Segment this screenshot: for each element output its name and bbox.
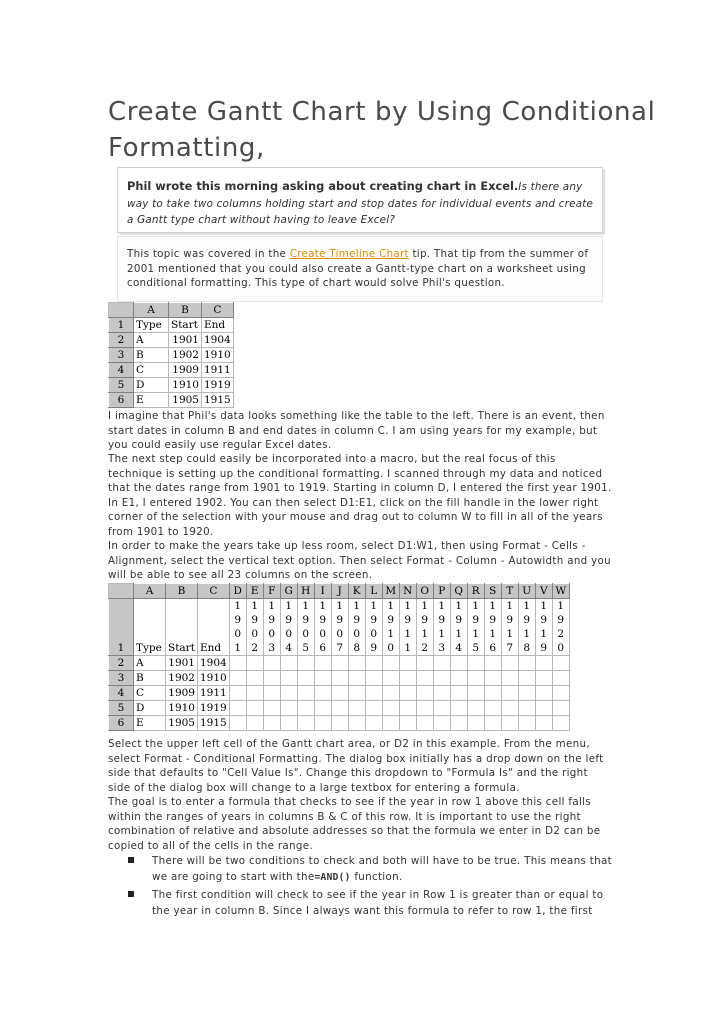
table-cell: 1910: [202, 348, 234, 363]
table-cell: 1909: [169, 363, 202, 378]
empty-gantt-cell: [297, 701, 314, 716]
column-header: E: [246, 584, 263, 599]
table-cell: E: [134, 393, 169, 408]
empty-gantt-cell: [433, 686, 450, 701]
column-header: F: [263, 584, 280, 599]
table-row: [109, 701, 570, 716]
empty-gantt-cell: [365, 656, 382, 671]
table-row: [109, 333, 234, 348]
empty-gantt-cell: [535, 716, 552, 731]
empty-gantt-cell: [229, 686, 246, 701]
empty-gantt-cell: [297, 686, 314, 701]
empty-gantt-cell: [246, 716, 263, 731]
empty-gantt-cell: [246, 656, 263, 671]
empty-gantt-cell: [348, 656, 365, 671]
vertical-year-text: 1 9 0 5: [302, 600, 310, 654]
vertical-year-text: 1 9 1 3: [438, 600, 446, 654]
empty-gantt-cell: [331, 671, 348, 686]
empty-gantt-cell: [433, 656, 450, 671]
row-header: 5: [109, 378, 134, 393]
empty-gantt-cell: [484, 656, 501, 671]
table-cell: D: [134, 378, 169, 393]
empty-gantt-cell: [382, 656, 399, 671]
vertical-year-text: 1 9 1 8: [523, 600, 531, 654]
empty-gantt-cell: [467, 671, 484, 686]
vertical-year-cell: [399, 599, 416, 656]
table-cell: 1915: [202, 393, 234, 408]
empty-gantt-cell: [467, 656, 484, 671]
empty-gantt-cell: [535, 686, 552, 701]
empty-gantt-cell: [280, 686, 297, 701]
paragraph-data-description: I imagine that Phil's data looks something like the table to the left. There is an event, then start dates in column B and end dates in column C. I am using years for my example, but you could easily use regular Excel dates.: [108, 410, 605, 451]
table-cell: 1910: [169, 378, 202, 393]
year-header-row: [109, 599, 570, 656]
empty-gantt-cell: [416, 701, 433, 716]
table-cell: 1902: [169, 348, 202, 363]
empty-gantt-cell: [246, 671, 263, 686]
column-header: B: [166, 584, 198, 599]
column-header: R: [467, 584, 484, 599]
vertical-year-cell: [314, 599, 331, 656]
vertical-year-cell: [365, 599, 382, 656]
empty-gantt-cell: [484, 671, 501, 686]
table-row: [109, 686, 570, 701]
column-header-row: [109, 303, 234, 318]
empty-gantt-cell: [229, 701, 246, 716]
empty-gantt-cell: [416, 671, 433, 686]
empty-gantt-cell: [263, 656, 280, 671]
empty-gantt-cell: [450, 671, 467, 686]
table-cell: 1902: [166, 671, 198, 686]
empty-gantt-cell: [331, 716, 348, 731]
vertical-year-cell: [382, 599, 399, 656]
table-cell: E: [134, 716, 166, 731]
column-header: K: [348, 584, 365, 599]
vertical-year-text: 1 9 0 3: [268, 600, 276, 654]
column-header: C: [202, 303, 234, 318]
empty-gantt-cell: [280, 701, 297, 716]
square-bullet-icon: [128, 891, 134, 897]
column-header: A: [134, 303, 169, 318]
empty-gantt-cell: [484, 686, 501, 701]
empty-gantt-cell: [450, 656, 467, 671]
column-header: M: [382, 584, 399, 599]
empty-gantt-cell: [263, 671, 280, 686]
empty-gantt-cell: [518, 716, 535, 731]
paragraph-conditional-formatting: Select the upper left cell of the Gantt chart area, or D2 in this example. From the menu, select Format - Conditional Formatting. The dialog box initially has a drop down on the left side that defaults to "Cell Value Is". Change this dropdown to "Formula Is" and the right side of the dialog box will change to a large textbox for entering a formula.: [108, 738, 604, 794]
column-header: G: [280, 584, 297, 599]
vertical-year-cell: [416, 599, 433, 656]
empty-gantt-cell: [399, 716, 416, 731]
empty-gantt-cell: [263, 701, 280, 716]
table-cell: B: [134, 348, 169, 363]
empty-gantt-cell: [450, 716, 467, 731]
empty-gantt-cell: [314, 671, 331, 686]
table-cell: 1915: [198, 716, 230, 731]
question-text: [127, 178, 597, 229]
empty-gantt-cell: [399, 656, 416, 671]
empty-gantt-cell: [382, 716, 399, 731]
column-header: P: [433, 584, 450, 599]
empty-gantt-cell: [280, 671, 297, 686]
empty-gantt-cell: [467, 716, 484, 731]
table-cell: 1901: [166, 656, 198, 671]
empty-gantt-cell: [314, 701, 331, 716]
row-header: 6: [109, 716, 134, 731]
table-cell: C: [134, 363, 169, 378]
empty-gantt-cell: [365, 671, 382, 686]
bullet-text-after: function.: [350, 871, 403, 883]
empty-gantt-cell: [348, 716, 365, 731]
vertical-year-text: 1 9 1 6: [489, 600, 497, 654]
table-cell: Type: [134, 599, 166, 656]
column-header: O: [416, 584, 433, 599]
vertical-year-text: 1 9 1 1: [404, 600, 412, 654]
empty-gantt-cell: [433, 671, 450, 686]
create-timeline-chart-link[interactable]: Create Timeline Chart: [289, 248, 409, 260]
row-header: 3: [109, 348, 134, 363]
list-item: [108, 887, 613, 919]
table-cell: 1910: [166, 701, 198, 716]
table-cell: 1904: [198, 656, 230, 671]
table-cell: C: [134, 686, 166, 701]
vertical-year-cell: [467, 599, 484, 656]
table-cell: 1919: [198, 701, 230, 716]
vertical-year-text: 1 9 1 4: [455, 600, 463, 654]
table-row: [109, 363, 234, 378]
vertical-year-text: 1 9 1 7: [506, 600, 514, 654]
vertical-year-text: 1 9 2 0: [557, 600, 565, 654]
list-item: [108, 853, 613, 886]
table-cell: Type: [134, 318, 169, 333]
vertical-year-cell: [518, 599, 535, 656]
square-bullet-icon: [128, 857, 134, 863]
vertical-year-cell: [348, 599, 365, 656]
empty-gantt-cell: [552, 656, 569, 671]
empty-gantt-cell: [518, 701, 535, 716]
answer-after-link: tip. That tip from the summer of 2001 mentioned that you could also create a Gantt-type chart on a worksheet using conditional formatting. This type of chart would solve Phil's question.: [127, 248, 589, 290]
empty-gantt-cell: [314, 716, 331, 731]
column-header: I: [314, 584, 331, 599]
vertical-year-cell: [535, 599, 552, 656]
column-header: S: [484, 584, 501, 599]
vertical-year-cell: [501, 599, 518, 656]
empty-gantt-cell: [399, 701, 416, 716]
table-cell: Start: [169, 318, 202, 333]
table-cell: Start: [166, 599, 198, 656]
vertical-year-text: 1 9 0 2: [251, 600, 259, 654]
vertical-year-text: 1 9 0 6: [319, 600, 327, 654]
empty-gantt-cell: [484, 701, 501, 716]
empty-gantt-cell: [518, 671, 535, 686]
vertical-year-cell: [280, 599, 297, 656]
empty-gantt-cell: [433, 701, 450, 716]
vertical-year-text: 1 9 0 8: [353, 600, 361, 654]
row-header: 6: [109, 393, 134, 408]
empty-gantt-cell: [246, 701, 263, 716]
empty-gantt-cell: [229, 656, 246, 671]
vertical-year-text: 1 9 1 0: [387, 600, 395, 654]
column-header: D: [229, 584, 246, 599]
question-box: [117, 167, 603, 233]
column-header: H: [297, 584, 314, 599]
empty-gantt-cell: [416, 716, 433, 731]
empty-gantt-cell: [501, 716, 518, 731]
vertical-year-cell: [552, 599, 569, 656]
empty-gantt-cell: [535, 671, 552, 686]
table-row: [109, 671, 570, 686]
table-cell: 1911: [202, 363, 234, 378]
column-header: V: [535, 584, 552, 599]
column-header: U: [518, 584, 535, 599]
vertical-year-text: 1 9 1 2: [421, 600, 429, 654]
empty-gantt-cell: [229, 671, 246, 686]
vertical-year-cell: [450, 599, 467, 656]
table-cell: B: [134, 671, 166, 686]
empty-gantt-cell: [263, 686, 280, 701]
empty-gantt-cell: [501, 671, 518, 686]
empty-gantt-cell: [552, 716, 569, 731]
vertical-year-text: 1 9 0 7: [336, 600, 344, 654]
empty-gantt-cell: [467, 686, 484, 701]
row-header: 5: [109, 701, 134, 716]
vertical-year-text: 1 9 0 1: [234, 600, 242, 654]
empty-gantt-cell: [416, 686, 433, 701]
inline-code: =AND(): [314, 872, 351, 883]
empty-gantt-cell: [348, 701, 365, 716]
table-cell: 1901: [169, 333, 202, 348]
column-header: W: [552, 584, 569, 599]
column-header: L: [365, 584, 382, 599]
row-header: 4: [109, 363, 134, 378]
bullet-text: The first condition will check to see if the year in Row 1 is greater than or equal to the year in column B. Since I always want this formula to refer to row 1, the first: [152, 889, 604, 917]
column-header: T: [501, 584, 518, 599]
row-header: 4: [109, 686, 134, 701]
empty-gantt-cell: [535, 656, 552, 671]
table-cell: 1905: [169, 393, 202, 408]
empty-gantt-cell: [263, 716, 280, 731]
empty-gantt-cell: [365, 701, 382, 716]
column-header: A: [134, 584, 166, 599]
empty-gantt-cell: [501, 656, 518, 671]
empty-gantt-cell: [416, 656, 433, 671]
vertical-year-cell: [331, 599, 348, 656]
empty-gantt-cell: [331, 701, 348, 716]
vertical-year-text: 1 9 1 5: [472, 600, 480, 654]
vertical-year-text: 1 9 0 4: [285, 600, 293, 654]
vertical-year-cell: [229, 599, 246, 656]
table-cell: End: [198, 599, 230, 656]
empty-gantt-cell: [314, 656, 331, 671]
empty-gantt-cell: [450, 686, 467, 701]
empty-gantt-cell: [552, 671, 569, 686]
bullet-text: There will be two conditions to check and both will have to be true. This means that we are going to start with the: [152, 855, 613, 883]
answer-before-link: This topic was covered in the: [127, 248, 290, 260]
row-header: 1: [109, 599, 134, 656]
empty-gantt-cell: [365, 686, 382, 701]
empty-gantt-cell: [399, 671, 416, 686]
row-header: 1: [109, 318, 134, 333]
empty-gantt-cell: [467, 701, 484, 716]
gantt-layout-table: [108, 583, 570, 731]
vertical-year-cell: [433, 599, 450, 656]
question-body: Is there any way to take two columns holding start and stop dates for individual events and create a Gantt type chart without having to leave Excel?: [127, 181, 594, 226]
column-header: C: [198, 584, 230, 599]
empty-gantt-cell: [348, 671, 365, 686]
table-row: [109, 393, 234, 408]
empty-gantt-cell: [501, 686, 518, 701]
column-header: J: [331, 584, 348, 599]
vertical-year-cell: [297, 599, 314, 656]
table-cell: D: [134, 701, 166, 716]
answer-text: [127, 247, 599, 291]
row-header: 2: [109, 656, 134, 671]
select-all-corner: [109, 584, 134, 599]
table-cell: 1919: [202, 378, 234, 393]
empty-gantt-cell: [518, 656, 535, 671]
empty-gantt-cell: [450, 701, 467, 716]
vertical-year-text: 1 9 0 9: [370, 600, 378, 654]
vertical-year-text: 1 9 1 9: [540, 600, 548, 654]
vertical-year-cell: [263, 599, 280, 656]
empty-gantt-cell: [365, 716, 382, 731]
table-cell: End: [202, 318, 234, 333]
empty-gantt-cell: [297, 671, 314, 686]
table-cell: A: [134, 333, 169, 348]
empty-gantt-cell: [280, 716, 297, 731]
vertical-year-cell: [246, 599, 263, 656]
table-cell: A: [134, 656, 166, 671]
table-cell: 1910: [198, 671, 230, 686]
empty-gantt-cell: [382, 686, 399, 701]
empty-gantt-cell: [229, 716, 246, 731]
empty-gantt-cell: [297, 716, 314, 731]
empty-gantt-cell: [331, 656, 348, 671]
row-header: 3: [109, 671, 134, 686]
empty-gantt-cell: [246, 686, 263, 701]
empty-gantt-cell: [518, 686, 535, 701]
select-all-corner: [109, 303, 134, 318]
empty-gantt-cell: [552, 701, 569, 716]
table-cell: 1905: [166, 716, 198, 731]
empty-gantt-cell: [297, 656, 314, 671]
empty-gantt-cell: [382, 701, 399, 716]
table-row: [109, 716, 570, 731]
column-header: Q: [450, 584, 467, 599]
empty-gantt-cell: [399, 686, 416, 701]
empty-gantt-cell: [501, 701, 518, 716]
empty-gantt-cell: [314, 686, 331, 701]
column-header: N: [399, 584, 416, 599]
row-header: 2: [109, 333, 134, 348]
empty-gantt-cell: [552, 686, 569, 701]
table-row: [109, 348, 234, 363]
empty-gantt-cell: [348, 686, 365, 701]
empty-gantt-cell: [484, 716, 501, 731]
empty-gantt-cell: [280, 656, 297, 671]
empty-gantt-cell: [382, 671, 399, 686]
paragraph-formula-goal: The goal is to enter a formula that checks to see if the year in row 1 above this cell falls within the ranges of years in columns B & C of this row. It is important to use the right combination of relative and absolute addresses so that the formula we enter in D2 can be copied to all of the cells in the range.: [108, 796, 601, 852]
empty-gantt-cell: [433, 716, 450, 731]
sample-data-table: [108, 302, 234, 408]
column-header: B: [169, 303, 202, 318]
page-title: Create Gantt Chart by Using Conditional Formatting,: [108, 97, 656, 163]
column-header-row: [109, 584, 570, 599]
paragraph-next-step: The next step could easily be incorporated into a macro, but the real focus of this technique is setting up the conditional formatting. I scanned through my data and noticed that the dates range from 1901 to 1919. Starting in column D, I entered the first year 1901. In E1, I entered 1902. You can then select D1:E1, click on the fill handle in the lower right corner of the selection with your mouse and drag out to column W to fill in all of the years from 1901 to 1920.: [108, 453, 612, 538]
table-cell: 1911: [198, 686, 230, 701]
paragraph-vertical-text: In order to make the years take up less room, select D1:W1, then using Format - Cells - Alignment, select the vertical text option. Then select Format - Column - Autowidth and you will be able to see all 23 columns on the screen.: [108, 540, 612, 581]
empty-gantt-cell: [535, 701, 552, 716]
question-lead: Phil wrote this morning asking about creating chart in Excel.: [127, 179, 519, 193]
empty-gantt-cell: [331, 686, 348, 701]
table-row: [109, 656, 570, 671]
table-cell: 1904: [202, 333, 234, 348]
table-cell: 1909: [166, 686, 198, 701]
table-row: [109, 318, 234, 333]
answer-box: [117, 236, 603, 302]
table-row: [109, 378, 234, 393]
condition-bullet-list: [108, 853, 613, 920]
vertical-year-cell: [484, 599, 501, 656]
